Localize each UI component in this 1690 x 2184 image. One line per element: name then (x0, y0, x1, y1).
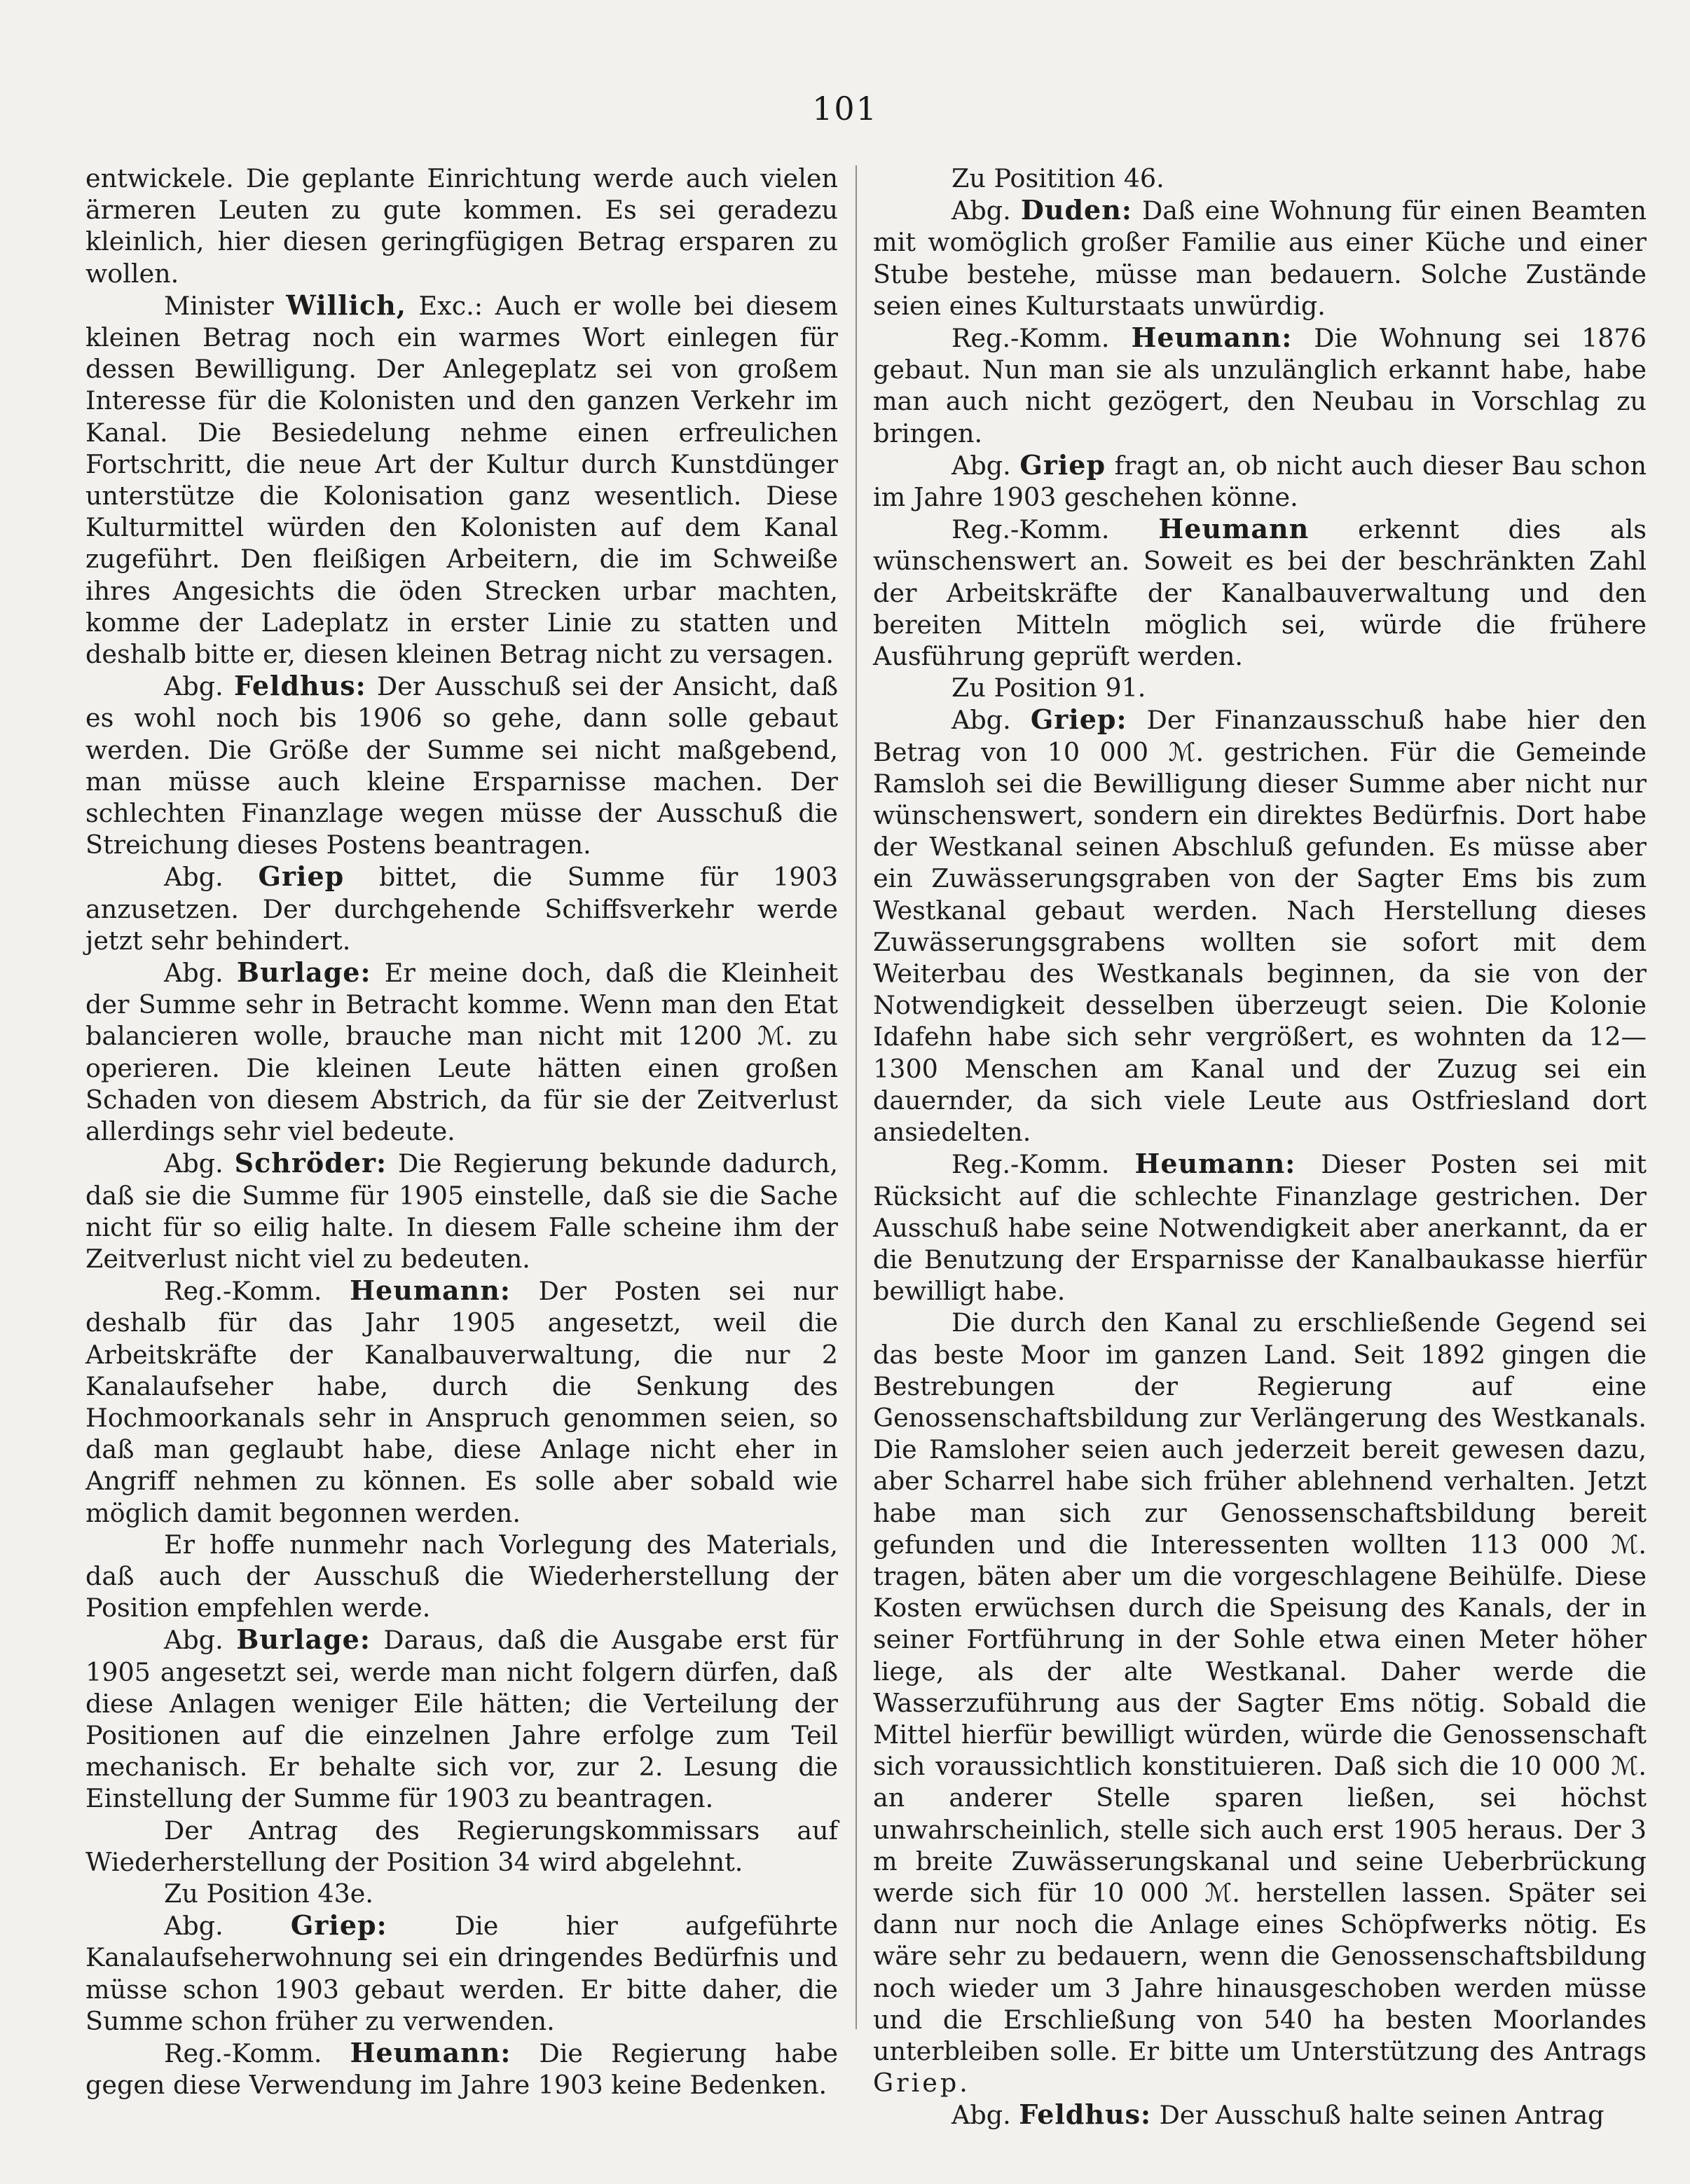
paragraph-text: entwickele. Die geplante Einrichtung werde auch vielen ärmeren Leuten zu gute kommen. Es sei geradezu kleinlich, hier diesen geringfügigen Betrag ersparen zu wollen. (85, 163, 838, 289)
speaker-name: Heumann: (1131, 322, 1293, 354)
left-paragraph (85, 956, 838, 1147)
speaker-name: Willich, (286, 289, 406, 321)
paragraph-text: Abg. (164, 671, 234, 702)
paragraph-text: Dieser Posten sei mit Rücksicht auf die schlechte Finanzlage gestrichen. Der Ausschuß habe seine Notwendigkeit aber anerkannt, da er die Benutzung der Ersparnisse der Kanalbaukasse hierfür bewilligt habe. (873, 1149, 1647, 1307)
right-paragraph (873, 703, 1647, 1148)
left-paragraph (85, 670, 838, 860)
paragraph-text: Abg. (952, 450, 1020, 481)
paragraph-text: Der Ausschuß sei der Ansicht, daß es wohl noch bis 1906 so gehe, dann solle gebaut werden. Die Größe der Summe sei nicht maßgebend, man müsse auch kleine Ersparnisse machen. Der schlechten Finanzlage wegen müsse der Ausschuß die Streichung dieses Postens beantragen. (85, 671, 839, 860)
paragraph-text: Abg. (164, 1148, 235, 1179)
left-column (85, 163, 838, 2101)
right-paragraph (873, 322, 1647, 449)
speaker-name: Heumann: (350, 1275, 511, 1307)
right-paragraph (873, 163, 1647, 194)
paragraph-text: Der Ausschuß halte seinen Antrag (1151, 2100, 1605, 2131)
right-paragraph (873, 1307, 1647, 2099)
paragraph-text: Abg. (164, 1911, 291, 1942)
paragraph-text: Exc.: Auch er wolle bei diesem kleinen Betrag noch ein warmes Wort einlegen für dessen Bewilligung. Der Anlegeplatz sei von großem Interesse für die Kolonisten und den ganzen Verkehr im Kanal. Die Besiedelung nehme einen erfreulichen Fortschritt, die neue Art der Kultur durch Kunstdünger unterstütze die Kolonisation ganz wesentlich. Diese Kulturmittel würden den Kolonisten auf dem Kanal zugeführt. Den fleißigen Arbeitern, die im Schweiße ihres Angesichts die öden Strecken urbar machten, komme der Ladeplatz in erster Linie zu statten und deshalb bitte er, diesen kleinen Betrag nicht zu versagen. (85, 290, 839, 670)
right-paragraph (873, 672, 1647, 703)
paragraph-text: Abg. (164, 862, 259, 893)
paragraph-text: Der Finanzausschuß habe hier den Betrag von 10 000 ℳ. gestrichen. Für die Gemeinde Ramsloh sei die Bewilligung dieser Summe aber nicht nur wünschenswert, sondern ein direktes Bedürfnis. Dort habe der Westkanal seinen Abschluß gefunden. Es müsse aber ein Zuwässerungsgraben von der Sagter Ems bis zum Westkanal gebaut werden. Nach Herstellung dieses Zuwässerungsgrabens wollten sie sofort mit dem Weiterbau des Westkanals beginnen, da sie von der Notwendigkeit desselben überzeugt seien. Die Kolonie Idafehn habe sich sehr vergrößert, es wohnten da 12—1300 Menschen am Kanal und der Zuzug sei ein dauernder, da sich viele Leute aus Ostfriesland dort ansiedelten. (873, 705, 1647, 1148)
speaker-name: Griep: (1030, 703, 1127, 736)
left-paragraph (85, 163, 838, 289)
speaker-name: Burlage: (236, 1623, 371, 1656)
left-paragraph (85, 2037, 838, 2101)
left-paragraph (85, 1878, 838, 1909)
right-paragraph (873, 1148, 1647, 1307)
paragraph-text: Minister (164, 290, 287, 321)
paragraph-text: Abg. (164, 958, 237, 989)
paragraph-text: Er meine doch, daß die Kleinheit der Summe sehr in Betracht komme. Wenn man den Etat balancieren wolle, brauche man nicht mit 1200 ℳ. zu operieren. Die kleinen Leute hätten einen großen Schaden von diesem Abstrich, da für sie der Zeitverlust allerdings sehr viel bedeute. (85, 958, 838, 1147)
speaker-name: Schröder: (234, 1147, 387, 1179)
paragraph-text: Die durch den Kanal zu erschließende Gegend sei das beste Moor im ganzen Land. Seit 1892 gingen die Bestrebungen der Regierung auf eine Genossenschaftsbildung zur Verlängerung des Westkanals. Die Ramsloher seien auch jederzeit bereit gewesen dazu, aber Scharrel habe sich früher ablehnend verhalten. Jetzt habe man sich zur Genossenschaftsbildung bereit gefunden und die Interessenten wollten 113 000 ℳ. tragen, bäten aber um die vorgeschlagene Beihülfe. Diese Kosten erwüchsen durch die Speisung des Kanals, der in seiner Fortführung in der Sohle etwa einen Meter höher liege, als der alte Westkanal. Daher werde die Wasserzuführung aus der Sagter Ems nötig. Sobald die Mittel hierfür bewilligt würden, würde die Genossenschaft sich voraussichtlich konstituieren. Daß sich die 10 000 ℳ. an anderer Stelle sparen ließen, sei höchst unwahrscheinlich, stelle sich auch erst 1905 heraus. Der 3 m breite Zuwässerungskanal und seine Ueberbrückung werde sich für 10 000 ℳ. herstellen lassen. Später sei dann nur noch die Anlage eines Schöpfwerks nötig. Es wäre sehr zu bedauern, wenn die Genossenschaftsbildung noch wieder um 3 Jahre hinausgeschoben werden müsse und die Erschließung von 540 ha besten Moorlandes unterbleiben solle. Er bitte um Unterstützung des Antrags (873, 1307, 1647, 2066)
paragraph-text: Der Posten sei nur deshalb für das Jahr 1905 angesetzt, weil die Arbeitskräfte der Kanalbauverwaltung, die nur 2 Kanalaufseher habe, durch die Senkung des Hochmoorkanals sehr in Anspruch genommen seien, so daß man geglaubt habe, diese Anlage nicht eher in Angriff nehmen zu können. Es solle aber sobald wie möglich damit begonnen werden. (85, 1276, 838, 1528)
paragraph-text: fragt an, ob nicht auch dieser Bau schon im Jahre 1903 geschehen könne. (873, 450, 1647, 513)
paragraph-text: Reg.-Komm. (164, 1276, 350, 1307)
paragraph-text: Abg. (952, 2100, 1019, 2131)
right-paragraph (873, 513, 1647, 672)
paragraph-text: Abg. (952, 705, 1031, 736)
left-paragraph (85, 289, 838, 670)
speaker-name: Griep: (290, 1909, 387, 1942)
right-column (873, 163, 1647, 2131)
paragraph-text: Daraus, daß die Ausgabe erst für 1905 angesetzt sei, werde man nicht folgern dürfen, daß diese Anlagen weniger Eile hätten; die Verteilung der Positionen auf die einzelnen Jahre erfolge zum Teil mechanisch. Er behalte sich vor, zur 2. Lesung die Einstellung der Summe für 1903 zu beantragen. (85, 1625, 839, 1814)
speaker-name: Griep (258, 860, 345, 893)
paragraph-text: Zu Positition 46. (952, 163, 1165, 193)
paragraph-text: Abg. (164, 1625, 237, 1656)
speaker-name: Feldhus: (233, 670, 366, 702)
left-paragraph (85, 1529, 838, 1624)
right-paragraph (873, 449, 1647, 513)
right-paragraph (873, 194, 1647, 322)
right-paragraph (873, 2099, 1647, 2131)
spaced-name: Griep. (873, 2068, 970, 2099)
paragraph-text: erkennt dies als wünschenswert an. Soweit es bei der beschränkten Zahl der Arbeitskräfte der Kanalbauverwaltung und den bereiten Mitteln möglich sei, würde die frühere Ausführung geprüft werden. (873, 514, 1647, 672)
left-paragraph (85, 1815, 838, 1878)
speaker-name: Feldhus: (1019, 2099, 1152, 2131)
page-number: 101 (812, 90, 878, 128)
paragraph-text: Reg.-Komm. (164, 2038, 350, 2068)
paragraph-text: Reg.-Komm. (952, 514, 1159, 545)
left-paragraph (85, 860, 838, 956)
left-paragraph (85, 1623, 838, 1814)
speaker-name: Burlage: (236, 956, 371, 989)
left-paragraph (85, 1147, 838, 1275)
paragraph-text: Zu Position 91. (952, 673, 1146, 703)
paragraph-text: bittet, die Summe für 1903 anzusetzen. Der durchgehende Schiffsverkehr werde jetzt sehr behindert. (85, 862, 838, 956)
paragraph-text: Daß eine Wohnung für einen Beamten mit womöglich großer Familie aus einer Küche und einer Stube bestehe, müsse man bedauern. Solche Zustände seien eines Kulturstaats unwürdig. (873, 195, 1647, 321)
paragraph-text: Reg.-Komm. (952, 1149, 1135, 1180)
paragraph-text: Die Regierung bekunde dadurch, daß sie die Summe für 1905 einstelle, daß sie die Sache nicht für so eilig halte. In diesem Falle scheine ihm der Zeitverlust nicht viel zu bedeuten. (85, 1148, 839, 1274)
paragraph-text: Abg. (952, 195, 1021, 226)
paragraph-text: Zu Position 43e. (164, 1878, 374, 1909)
speaker-name: Griep (1019, 448, 1106, 481)
paragraph-text: Die Regierung habe gegen diese Verwendung im Jahre 1903 keine Bedenken. (85, 2038, 838, 2101)
speaker-name: Heumann: (350, 2036, 511, 2068)
paragraph-text: Die Wohnung sei 1876 gebaut. Nun man sie als unzulänglich erkannt habe, habe man auch nicht gezögert, den Neubau in Vorschlag zu bringen. (873, 323, 1647, 448)
paragraph-text: Er hoffe nunmehr nach Vorlegung des Materials, daß auch der Ausschuß die Wiederherstellung der Position empfehlen werde. (85, 1529, 838, 1623)
speaker-name: Heumann: (1134, 1148, 1296, 1180)
column-divider (856, 165, 857, 2029)
left-paragraph (85, 1909, 838, 2037)
paragraph-text: Der Antrag des Regierungskommissars auf Wiederherstellung der Position 34 wird abgelehnt. (85, 1815, 838, 1877)
left-paragraph (85, 1275, 838, 1529)
paragraph-text: Die hier aufgeführte Kanalaufseherwohnung sei ein dringendes Bedürfnis und müsse schon 1903 gebaut werden. Er bitte daher, die Summe schon früher zu verwenden. (85, 1911, 839, 2036)
paragraph-text: Reg.-Komm. (952, 323, 1132, 354)
speaker-name: Heumann (1158, 513, 1310, 545)
speaker-name: Duden: (1020, 194, 1132, 226)
